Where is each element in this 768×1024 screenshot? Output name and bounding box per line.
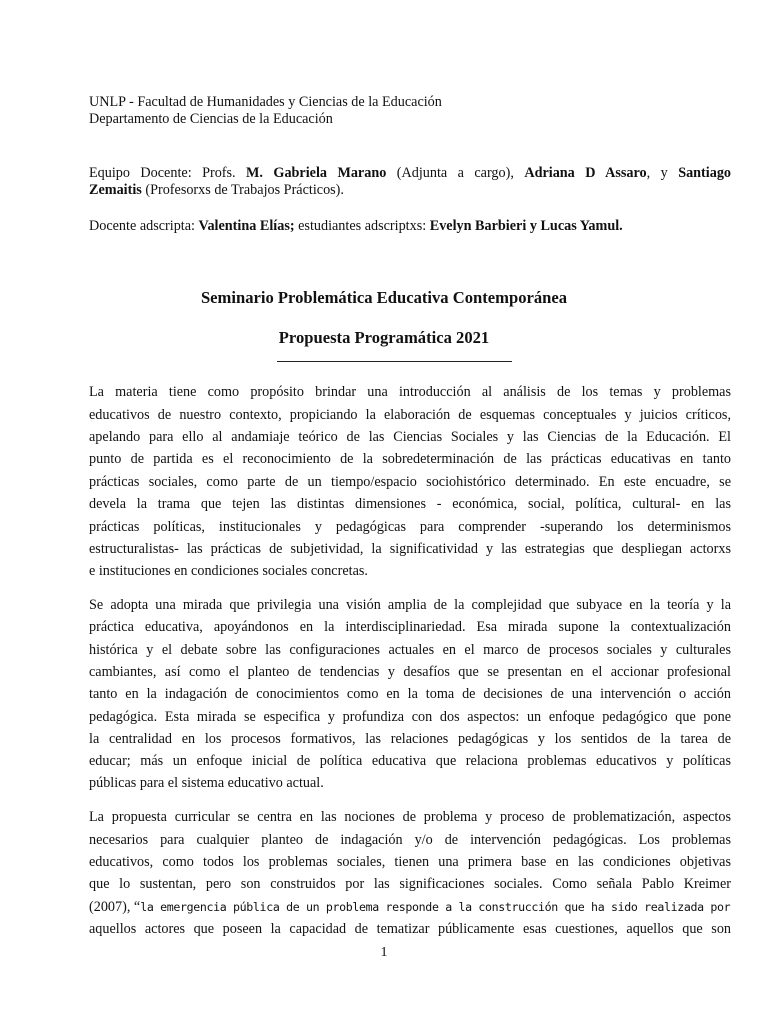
team-member-assaro: Adriana D Assaro — [524, 165, 647, 181]
paragraph1-line: devela la trama que tejen las distintas dimensiones - económica, social, política, cultural- en las — [89, 496, 731, 512]
team-line-2 — [89, 182, 344, 198]
paragraph3-line: La propuesta curricular se centra en las nociones de problema y proceso de problematización, aspectos — [89, 809, 731, 825]
docente-name: Valentina Elías; — [198, 218, 295, 234]
title-underline — [277, 361, 512, 362]
page-number: 1 — [380, 945, 388, 960]
paragraph1-line: prácticas sociales, como parte de un tiempo/espacio sociohistórico determinado. En este encuadre, se — [89, 474, 731, 490]
team-member-santiago: Santiago — [678, 165, 732, 181]
paragraph3-quote-line — [89, 899, 730, 915]
quote-prefix: (2007), “ — [89, 899, 141, 915]
paragraph3-line: necesarios para cualquier planteo de indagación y/o de intervención pedagógicas. Los problemas — [89, 832, 731, 848]
paragraph1-line: punto de partida es el reconocimiento de la sobredeterminación de las prácticas educativas en tanto — [89, 451, 731, 467]
department-line: Departamento de Ciencias de la Educación — [89, 111, 333, 127]
adscriptos-line — [89, 218, 623, 234]
paragraph2-line: cambiantes, así como el planteo de tendencias y desafíos que se presentan en el accionar profesional — [89, 664, 731, 680]
quote-text: la emergencia pública de un problema responde a la construcción que ha sido realizada por — [140, 900, 731, 914]
proposal-title: Propuesta Programática 2021 — [278, 328, 490, 347]
paragraph3-line: que lo sustentan, pero son construidos por las significaciones sociales. Como señala Pablo Kreimer — [89, 876, 731, 892]
paragraph2-line: educar; más un enfoque inicial de política educativa que relaciona problemas educativos y políticas — [89, 753, 731, 769]
paragraph1-last-line: e instituciones en condiciones sociales concretas. — [89, 563, 368, 579]
team-line — [89, 165, 731, 181]
paragraph2-line: tanto en la indagación de conocimientos como en la toma de decisiones de una intervención o acción — [89, 686, 731, 702]
seminar-title: Seminario Problemática Educativa Contemporánea — [200, 288, 568, 307]
students-label: estudiantes adscriptxs: — [294, 218, 430, 234]
team-members-role: (Profesorxs de Trabajos Prácticos). — [141, 182, 344, 198]
team-member-zemaitis: Zemaitis — [89, 182, 142, 198]
team-prefix: Equipo Docente: Profs. — [89, 165, 247, 181]
team-separator: , y — [646, 165, 679, 181]
paragraph3-line: educativos, como todos los problemas sociales, tienen una primera base en las condiciones objetivas — [89, 854, 731, 870]
paragraph2-line: pedagógica. Esta mirada se especifica y profundiza con dos aspectos: un enfoque pedagógico que pone — [89, 709, 731, 725]
paragraph1-line: estructuralistas- las prácticas de subjetividad, la significatividad y las estrategias que despliegan actorxs — [89, 541, 731, 557]
students-names: Evelyn Barbieri y Lucas Yamul. — [429, 218, 623, 234]
paragraph1-line: prácticas políticas, institucionales y pedagógicas para comprender -superando los determinismos — [89, 519, 731, 535]
paragraph1-line: educativos de nuestro contexto, propiciando la elaboración de esquemas conceptuales y juicios críticos, — [89, 407, 731, 423]
docente-label: Docente adscripta: — [89, 218, 199, 234]
paragraph2-line: Se adopta una mirada que privilegia una visión amplia de la complejidad que subyace en la teoría y la — [89, 597, 731, 613]
paragraph2-line: práctica educativa, apoyándonos en la interdisciplinariedad. Esa mirada supone la contextualización — [89, 619, 731, 635]
paragraph2-last-line: públicas para el sistema educativo actual. — [89, 775, 324, 791]
team-member-marano: M. Gabriela Marano — [246, 165, 387, 181]
paragraph2-line: histórica y el debate sobre las configuraciones actuales en el marco de procesos sociales y culturales — [89, 642, 731, 658]
university-line: UNLP - Facultad de Humanidades y Ciencias de la Educación — [89, 94, 442, 110]
paragraph1-line: apelando para ello al andamiaje teórico de las Ciencias Sociales y las Ciencias de la Educación. El — [89, 429, 731, 445]
paragraph2-line: la centralidad en los procesos formativos, las relaciones pedagógicas y los sentidos de la tarea de — [89, 731, 731, 747]
paragraph1-line: La materia tiene como propósito brindar una introducción al análisis de los temas y problemas — [89, 384, 731, 400]
team-member1-role: (Adjunta a cargo), — [386, 165, 525, 181]
paragraph3-final-line: aquellos actores que poseen la capacidad de tematizar públicamente esas cuestiones, aquellos que son — [89, 921, 731, 937]
